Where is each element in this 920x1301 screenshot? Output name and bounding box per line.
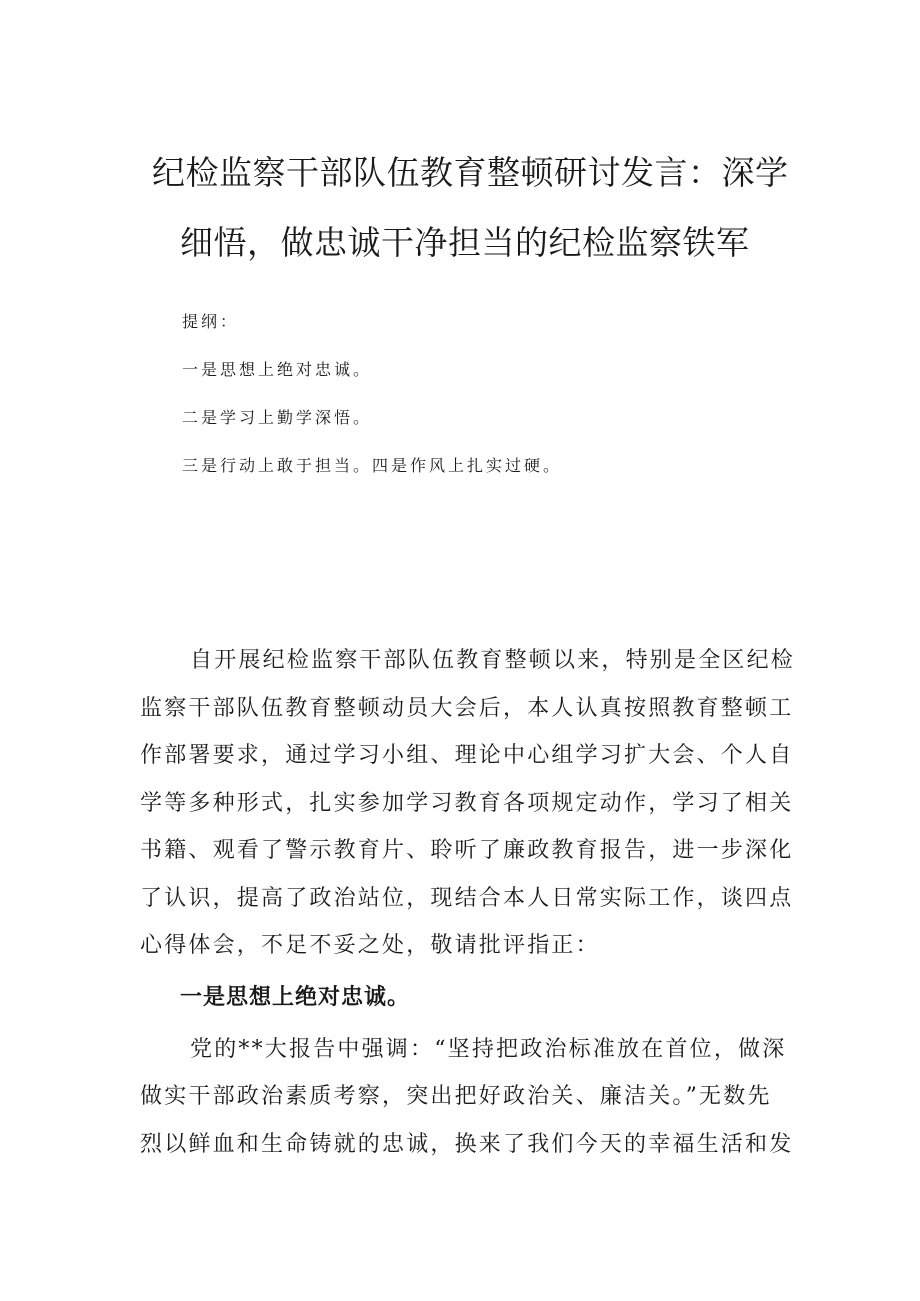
outline-label: 提纲： [182, 312, 240, 331]
body-text-line: 心得体会，不足不妥之处，敬请批评指正： [140, 933, 600, 958]
section-heading: 一是思想上绝对忠诚。 [180, 984, 411, 1010]
title-line-1: 纪检监察干部队伍教育整顿研讨发言：深学 [152, 153, 789, 192]
body-text-line: 党的**大报告中强调：“坚持把政治标准放在首位，做深 [190, 1036, 787, 1062]
outline-item: 二是学习上勤学深悟。 [182, 408, 373, 427]
body-text-line: 自开展纪检监察干部队伍教育整顿以来，特别是全区纪检 [190, 648, 796, 673]
body-text-line: 做实干部政治素质考察，突出把好政治关、廉洁关。”无数先 [140, 1084, 772, 1109]
title-line-2: 细悟，做忠诚干净担当的纪检监察铁军 [180, 223, 750, 262]
body-text-line: 监察干部队伍教育整顿动员大会后，本人认真按照教育整顿工 [140, 695, 794, 721]
body-text-line: 作部署要求，通过学习小组、理论中心组学习扩大会、个人自 [140, 743, 794, 768]
body-text-line: 了认识，提高了政治站位，现结合本人日常实际工作，谈四点 [140, 885, 794, 911]
document-body [140, 637, 796, 1168]
body-text-line: 书籍、观看了警示教育片、聆听了廉政教育报告，进一步深化 [140, 838, 794, 863]
body-text-line: 学等多种形式，扎实参加学习教育各项规定动作，学习了相关 [140, 790, 794, 816]
outline-item: 三是行动上敢于担当。四是作风上扎实过硬。 [182, 456, 563, 475]
outline-section [182, 306, 562, 498]
body-text-line: 烈以鲜血和生命铸就的忠诚，换来了我们今天的幸福生活和发 [140, 1131, 794, 1157]
outline-item: 一是思想上绝对忠诚。 [182, 360, 373, 379]
document-title [130, 138, 790, 278]
